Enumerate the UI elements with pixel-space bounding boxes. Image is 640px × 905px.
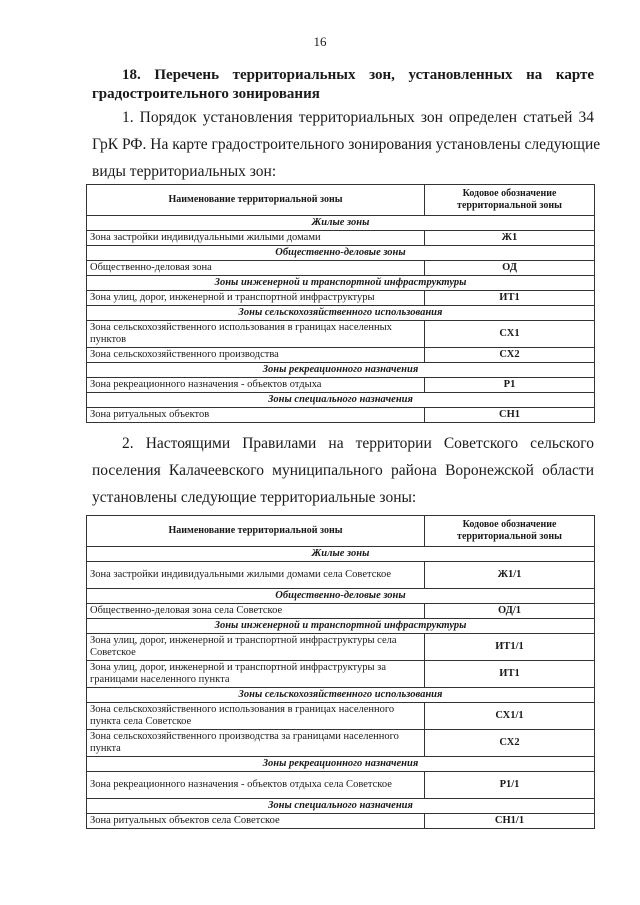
zone-name-cell: Зона улиц, дорог, инженерной и транспортной инфраструктуры xyxy=(87,291,425,306)
category-label: Зоны рекреационного назначения xyxy=(87,363,595,378)
zone-code-cell: Р1/1 xyxy=(425,772,595,799)
paragraph-1-line-3: виды территориальных зон: xyxy=(92,163,277,180)
paragraph-1-line-2: ГрК РФ. На карте градостроительного зонирования установлены следующие xyxy=(92,136,601,153)
zone-code-cell: ОД xyxy=(425,261,595,276)
zone-code-cell: СХ1 xyxy=(425,321,595,348)
category-row xyxy=(87,363,595,378)
category-label: Зоны инженерной и транспортной инфраструктуры xyxy=(87,276,595,291)
header-zone-code: Кодовое обозначение территориальной зоны xyxy=(425,185,595,216)
heading-line-2: градостроительного зонирования xyxy=(92,86,320,102)
zone-code-cell: Ж1/1 xyxy=(425,562,595,589)
paragraph-2-line-2: поселения Калачеевского муниципального района Воронежской области xyxy=(92,462,594,479)
header-zone-name: Наименование территориальной зоны xyxy=(87,185,425,216)
table-row xyxy=(87,730,595,757)
zone-code-cell: Р1 xyxy=(425,378,595,393)
zone-name-cell: Зона ритуальных объектов села Советское xyxy=(87,814,425,829)
zone-name-cell: Общественно-деловая зона xyxy=(87,261,425,276)
table-header-row xyxy=(87,185,595,216)
zone-code-cell: Ж1 xyxy=(425,231,595,246)
zone-name-cell: Зона застройки индивидуальными жилыми домами xyxy=(87,231,425,246)
zone-code-cell: ИТ1 xyxy=(425,661,595,688)
heading-line-1: 18. Перечень территориальных зон, установленных на карте xyxy=(122,67,594,83)
header-zone-code: Кодовое обозначение территориальной зоны xyxy=(425,516,595,547)
table-row xyxy=(87,604,595,619)
table-row xyxy=(87,261,595,276)
category-label: Зоны инженерной и транспортной инфраструктуры xyxy=(87,619,595,634)
category-row xyxy=(87,276,595,291)
zone-name-cell: Зона сельскохозяйственного использования в границах населенного пункта села Советское xyxy=(87,703,425,730)
zone-code-cell: ИТ1/1 xyxy=(425,634,595,661)
category-label: Общественно-деловые зоны xyxy=(87,246,595,261)
zones-table-sovetskoe xyxy=(86,515,595,829)
category-row xyxy=(87,393,595,408)
paragraph-1 xyxy=(92,104,601,185)
table-row xyxy=(87,703,595,730)
category-label: Зоны специального назначения xyxy=(87,799,595,814)
zones-table-general xyxy=(86,184,595,423)
zone-name-cell: Зона рекреационного назначения - объектов отдыха села Советское xyxy=(87,772,425,799)
category-label: Зоны сельскохозяйственного использования xyxy=(87,688,595,703)
zone-name-cell: Зона застройки индивидуальными жилыми домами села Советское xyxy=(87,562,425,589)
category-label: Зоны специального назначения xyxy=(87,393,595,408)
category-label: Зоны сельскохозяйственного использования xyxy=(87,306,595,321)
zone-name-cell: Зона улиц, дорог, инженерной и транспортной инфраструктуры села Советское xyxy=(87,634,425,661)
zone-code-cell: ОД/1 xyxy=(425,604,595,619)
table-row xyxy=(87,661,595,688)
zone-code-cell: СН1/1 xyxy=(425,814,595,829)
paragraph-2-line-3: установлены следующие территориальные зоны: xyxy=(92,489,417,506)
category-row xyxy=(87,216,595,231)
category-row xyxy=(87,799,595,814)
zone-name-cell: Зона улиц, дорог, инженерной и транспортной инфраструктуры за границами населенного пункта xyxy=(87,661,425,688)
section-heading xyxy=(92,66,594,104)
header-zone-name: Наименование территориальной зоны xyxy=(87,516,425,547)
category-row xyxy=(87,547,595,562)
category-row xyxy=(87,246,595,261)
table-row xyxy=(87,378,595,393)
table-row xyxy=(87,348,595,363)
table-row xyxy=(87,321,595,348)
paragraph-1-line-1: 1. Порядок установления территориальных зон определен статьей 34 xyxy=(122,109,594,126)
category-label: Жилые зоны xyxy=(87,216,595,231)
table-row xyxy=(87,634,595,661)
table-row xyxy=(87,772,595,799)
category-row xyxy=(87,619,595,634)
table-row xyxy=(87,291,595,306)
zone-name-cell: Зона сельскохозяйственного использования в границах населенных пунктов xyxy=(87,321,425,348)
category-row xyxy=(87,688,595,703)
table-row xyxy=(87,231,595,246)
zone-name-cell: Общественно-деловая зона села Советское xyxy=(87,604,425,619)
paragraph-2 xyxy=(92,430,594,511)
category-label: Жилые зоны xyxy=(87,547,595,562)
table-row xyxy=(87,814,595,829)
zone-name-cell: Зона сельскохозяйственного производства за границами населенного пункта xyxy=(87,730,425,757)
table-row xyxy=(87,408,595,423)
zone-code-cell: СХ2 xyxy=(425,730,595,757)
paragraph-2-line-1: 2. Настоящими Правилами на территории Советского сельского xyxy=(122,435,594,452)
category-row xyxy=(87,757,595,772)
zone-code-cell: СХ1/1 xyxy=(425,703,595,730)
zone-name-cell: Зона ритуальных объектов xyxy=(87,408,425,423)
zone-name-cell: Зона сельскохозяйственного производства xyxy=(87,348,425,363)
zone-name-cell: Зона рекреационного назначения - объектов отдыха xyxy=(87,378,425,393)
table-header-row xyxy=(87,516,595,547)
category-row xyxy=(87,306,595,321)
zone-code-cell: СХ2 xyxy=(425,348,595,363)
category-label: Общественно-деловые зоны xyxy=(87,589,595,604)
page-number: 16 xyxy=(313,34,327,49)
category-label: Зоны рекреационного назначения xyxy=(87,757,595,772)
table-row xyxy=(87,562,595,589)
category-row xyxy=(87,589,595,604)
zone-code-cell: СН1 xyxy=(425,408,595,423)
zone-code-cell: ИТ1 xyxy=(425,291,595,306)
